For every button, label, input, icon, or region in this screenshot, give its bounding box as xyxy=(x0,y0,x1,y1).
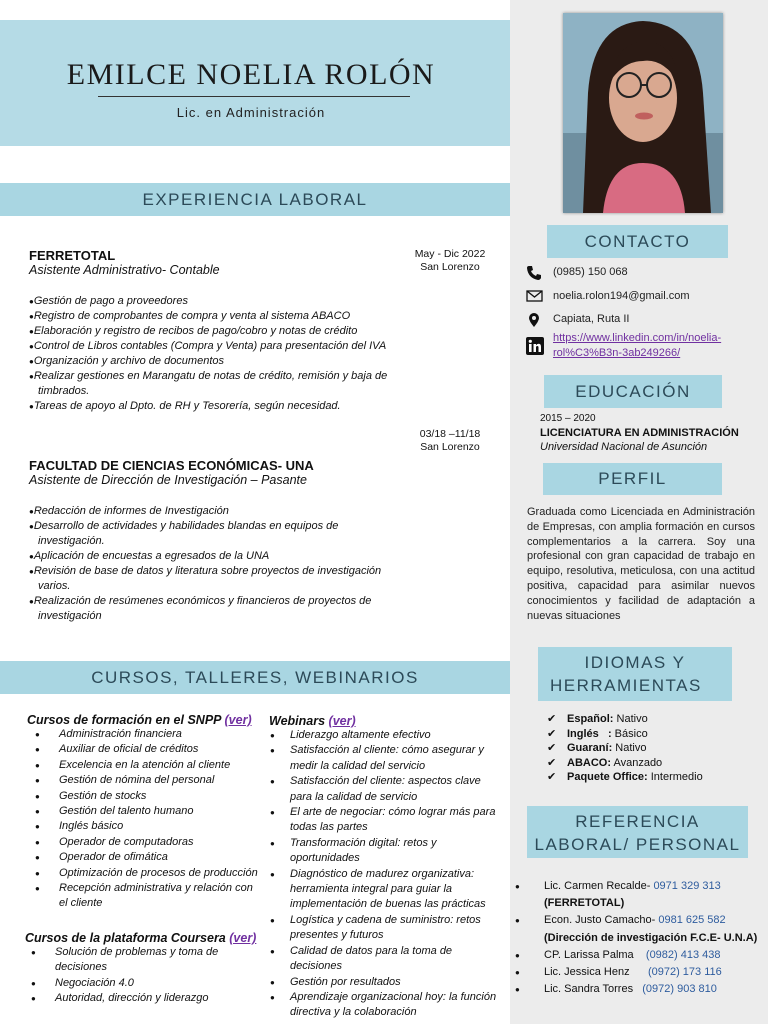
list-item: ● Solución de problemas y toma de decisiones xyxy=(31,946,219,974)
list-item: ● Excelencia en la atención al cliente xyxy=(35,758,231,771)
check-icon: ✔ xyxy=(547,713,557,725)
list-item: ● Aprendizaje organizacional hoy: la función directiva y la colaboración xyxy=(270,990,497,1019)
list-item: ● Autoridad, dirección y liderazgo xyxy=(31,992,209,1005)
list-item: ● Registro de comprobantes de compra y venta al sistema ABACO xyxy=(29,309,399,324)
job-fce xyxy=(29,458,399,624)
list-item: ● Recepción administrativa y relación con el cliente xyxy=(35,882,253,910)
webinars-list xyxy=(270,728,501,1021)
list-item: ● Diagnóstico de madurez organizativa: herramienta integral para guiar la implementación de buenas las prácticas xyxy=(270,867,486,911)
contact-heading: CONTACTO xyxy=(547,225,728,258)
languages-list xyxy=(543,712,758,785)
list-item: ● Realizar gestiones en Marangatu de notas de crédito, remisión y baja de timbrados. xyxy=(29,369,399,399)
list-item: ● Gestión de stocks xyxy=(35,789,147,802)
job-place: San Lorenzo xyxy=(420,441,480,453)
linkedin-link[interactable]: https://www.linkedin.com/in/noelia- rol%C3%B3n-3ab249266/ xyxy=(553,332,722,359)
job-place: San Lorenzo xyxy=(420,261,480,273)
job-company: FACULTAD DE CIENCIAS ECONÓMICAS- UNA xyxy=(29,458,314,473)
snpp-title: Cursos de formación en el SNPP xyxy=(27,713,222,727)
webinars-title: Webinars xyxy=(269,714,326,728)
list-item: ● Transformación digital: retos y oportunidades xyxy=(270,836,437,865)
list-item: ● Lic. Carmen Recalde- 0971 329 313 (FERRETOTAL) xyxy=(515,880,721,910)
contact-linkedin xyxy=(526,331,761,363)
list-item: ● Auxiliar de oficial de créditos xyxy=(35,743,199,756)
list-item: ● Inglés básico xyxy=(35,820,124,833)
list-item: ✔ Español: Nativo xyxy=(547,713,648,725)
list-item: ● Gestión de nómina del personal xyxy=(35,774,215,787)
contact-email xyxy=(526,289,761,305)
profile-text: Graduada como Licenciada en Administración de Empresas, con amplia formación en cursos complementarios a la carrera. Soy una profesional con gran capacidad de trabajo en equipo, resolutiva, meticulosa, con una actitud positiva, capacidad para asimilar nuevos conocimientos y facilidad de adaptación a nuevas situaciones xyxy=(527,506,755,622)
profile-heading: PERFIL xyxy=(543,463,722,495)
job-date-range: May - Dic 2022 xyxy=(414,248,486,260)
contact-address xyxy=(526,312,761,328)
education-degree: LICENCIATURA EN ADMINISTRACIÓN xyxy=(540,427,739,439)
list-item: ● Satisfacción del cliente: aspectos clave para la calidad de servicio xyxy=(270,775,481,803)
snpp-courses xyxy=(27,713,263,912)
list-item: ● Negociación 4.0 xyxy=(31,976,134,989)
list-item: ● Tareas de apoyo al Dpto. de RH y Tesorería, según necesidad. xyxy=(29,399,399,414)
snpp-see-link[interactable]: (ver) xyxy=(224,713,252,727)
list-item: ● Realización de resúmenes económicos y financieros de proyectos de investigación xyxy=(29,594,399,624)
education-years: 2015 – 2020 xyxy=(540,413,596,424)
contact-phone xyxy=(526,265,761,281)
email-value[interactable]: noelia.rolon194@gmail.com xyxy=(553,290,690,302)
list-item: ● Redacción de informes de Investigación xyxy=(29,504,399,519)
check-icon: ✔ xyxy=(547,756,557,769)
list-item: ● Optimización de procesos de producción xyxy=(35,866,258,879)
list-item: ● Liderazgo altamente efectivo xyxy=(270,729,431,741)
phone-icon xyxy=(526,265,544,281)
check-icon: ✔ xyxy=(547,727,557,740)
list-item: ● Desarrollo de actividades y habilidades blandas en equipos de investigación. xyxy=(29,519,399,549)
list-item: ✔ Guaraní: Nativo xyxy=(547,742,647,755)
list-item: ● Gestión por resultados xyxy=(270,975,401,988)
education-school: Universidad Nacional de Asunción xyxy=(540,441,708,453)
name-divider xyxy=(98,96,410,97)
job-bullets xyxy=(29,294,399,414)
job-role: Asistente Administrativo- Contable xyxy=(29,263,220,277)
education-block xyxy=(540,412,765,454)
job-date xyxy=(405,428,495,454)
list-item: ● Revisión de base de datos y literatura sobre proyectos de investigación varios. xyxy=(29,564,399,594)
list-item: ● Gestión del talento humano xyxy=(35,805,194,818)
list-item: ● CP. Larissa Palma (0982) 413 438 xyxy=(515,948,721,961)
profile-photo xyxy=(563,13,723,213)
list-item: ● Elaboración y registro de recibos de pago/cobro y notas de crédito xyxy=(29,324,399,339)
webinars xyxy=(269,714,501,1021)
job-date-range: 03/18 –11/18 xyxy=(419,428,481,440)
candidate-name: EMILCE NOELIA ROLÓN xyxy=(66,58,436,91)
job-ferretotal xyxy=(29,248,399,414)
list-item: ● Operador de ofimática xyxy=(35,851,168,864)
list-item: ● Operador de computadoras xyxy=(35,835,194,848)
check-icon: ✔ xyxy=(547,742,557,755)
list-item: ✔ Inglés : Básico xyxy=(547,727,648,740)
languages-heading-line2: HERRAMIENTAS xyxy=(550,676,702,695)
webinars-see-link[interactable]: (ver) xyxy=(328,714,356,728)
job-date xyxy=(405,248,495,274)
languages-heading xyxy=(538,647,732,701)
courses-heading: CURSOS, TALLERES, WEBINARIOS xyxy=(0,661,510,694)
list-item: ● Lic. Jessica Henz (0972) 173 116 xyxy=(515,966,722,979)
list-item: ● Lic. Sandra Torres (0972) 903 810 xyxy=(515,983,717,996)
experience-heading: EXPERIENCIA LABORAL xyxy=(0,183,510,216)
references-list xyxy=(515,878,764,998)
list-item: ● Satisfacción al cliente: cómo asegurar y medir la calidad del servicio xyxy=(270,744,484,772)
list-item: ● Administración financiera xyxy=(35,728,182,740)
coursera-list xyxy=(31,945,263,1007)
list-item: ● Calidad de datos para la toma de decisiones xyxy=(270,944,453,973)
list-item: ✔ ABACO: Avanzado xyxy=(547,756,663,769)
references-heading xyxy=(527,806,748,858)
list-item: ● Control de Libros contables (Compra y Venta) para presentación del IVA xyxy=(29,339,399,354)
address-value: Capiata, Ruta II xyxy=(553,313,630,325)
list-item: ● Logística y cadena de suministro: retos presentes y futuros xyxy=(270,913,481,942)
references-heading-line2: LABORAL/ PERSONAL xyxy=(534,835,741,854)
location-pin-icon xyxy=(526,312,544,328)
job-company: FERRETOTAL xyxy=(29,248,116,263)
list-item: ● Organización y archivo de documentos xyxy=(29,354,399,369)
list-item: ● Aplicación de encuestas a egresados de la UNA xyxy=(29,549,399,564)
list-item: ● Gestión de pago a proveedores xyxy=(29,294,399,309)
list-item: ✔ Paquete Office: Intermedio xyxy=(547,771,703,784)
list-item: ● Econ. Justo Camacho- 0981 625 582 (Dirección de investigación F.C.E- U.N.A) xyxy=(515,914,758,944)
education-heading: EDUCACIÓN xyxy=(544,375,722,408)
languages-heading-line1: IDIOMAS Y xyxy=(584,653,686,672)
job-bullets xyxy=(29,504,399,624)
coursera-title: Cursos de la plataforma Coursera xyxy=(25,931,226,945)
coursera-see-link[interactable]: (ver) xyxy=(229,931,257,945)
coursera-courses xyxy=(25,931,263,1007)
phone-value: (0985) 150 068 xyxy=(553,266,628,278)
check-icon: ✔ xyxy=(547,771,557,784)
job-role: Asistente de Dirección de Investigación – Pasante xyxy=(29,473,307,487)
mail-icon xyxy=(526,289,544,305)
candidate-title: Lic. en Administración xyxy=(176,105,326,120)
snpp-list xyxy=(35,727,263,912)
linkedin-icon xyxy=(526,337,544,353)
references-heading-line1: REFERENCIA xyxy=(575,812,700,831)
list-item: ● El arte de negociar: cómo lograr más para todas las partes xyxy=(270,806,496,834)
